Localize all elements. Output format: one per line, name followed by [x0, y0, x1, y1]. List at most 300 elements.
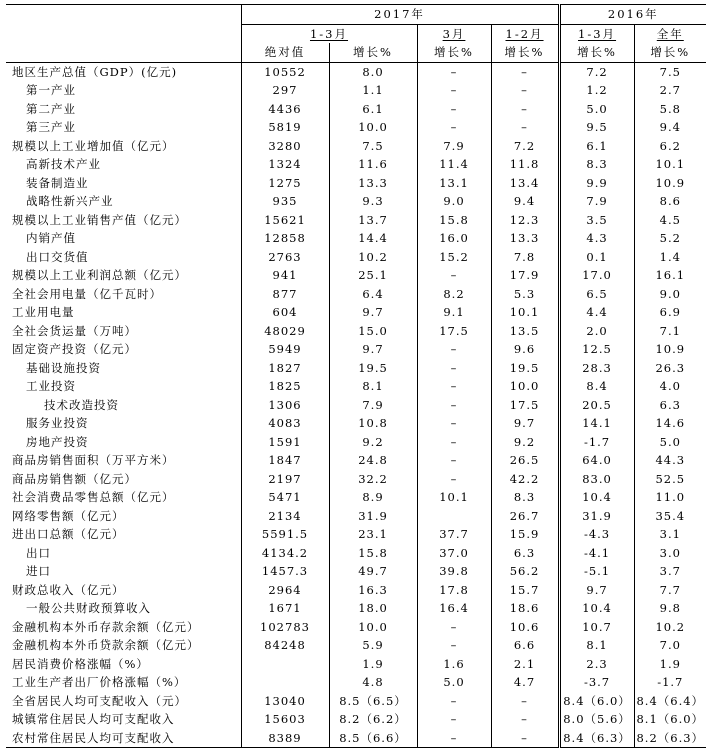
cell-growth-2016-jan-mar: 2.0 [559, 322, 634, 341]
cell-growth-2017-jan-feb: 9.6 [491, 340, 559, 359]
cell-growth-2016-full-year: 10.1 [634, 155, 706, 174]
cell-growth-2017-mar: 11.4 [417, 155, 491, 174]
row-label: 地区生产总值（GDP）(亿元) [12, 64, 178, 79]
cell-growth-2017-jan-mar: 6.4 [329, 285, 417, 304]
header-blank [6, 5, 241, 25]
table-row [6, 655, 706, 674]
cell-absolute: 5591.5 [241, 525, 329, 544]
cell-growth-2017-jan-mar: 8.2（6.2） [329, 710, 417, 729]
header-growth: 增长% [634, 43, 706, 62]
cell-growth-2017-mar: – [417, 118, 491, 137]
cell-growth-2017-jan-mar: 1.9 [329, 655, 417, 674]
cell-growth-2017-mar: 37.7 [417, 525, 491, 544]
header-growth: 增长% [329, 43, 417, 62]
cell-growth-2017-jan-mar: 6.1 [329, 100, 417, 119]
cell-growth-2016-full-year: 1.9 [634, 655, 706, 674]
cell-growth-2017-jan-mar: 10.8 [329, 414, 417, 433]
header-year-2017: 2017年 [241, 5, 559, 25]
cell-growth-2017-jan-feb: 12.3 [491, 211, 559, 230]
row-label: 第二产业 [26, 101, 76, 116]
cell-growth-2017-jan-feb: 17.5 [491, 396, 559, 415]
cell-growth-2017-mar: 16.4 [417, 599, 491, 618]
row-label: 出口交货值 [26, 249, 89, 264]
cell-growth-2016-full-year: -1.7 [634, 673, 706, 692]
cell-growth-2016-jan-mar: -4.1 [559, 544, 634, 563]
cell-absolute: 12858 [241, 229, 329, 248]
cell-growth-2017-jan-feb: 13.3 [491, 229, 559, 248]
cell-growth-2017-jan-feb: 10.0 [491, 377, 559, 396]
cell-absolute: 1275 [241, 174, 329, 193]
cell-absolute: 102783 [241, 618, 329, 637]
cell-growth-2017-jan-feb: 26.7 [491, 507, 559, 526]
cell-absolute: 13040 [241, 692, 329, 711]
cell-growth-2017-jan-feb: 13.5 [491, 322, 559, 341]
cell-growth-2017-jan-feb: 10.6 [491, 618, 559, 637]
cell-growth-2016-full-year: 10.9 [634, 340, 706, 359]
cell-growth-2016-jan-mar: -3.7 [559, 673, 634, 692]
cell-absolute [241, 673, 329, 692]
table-row [6, 81, 706, 100]
cell-growth-2016-jan-mar: 7.2 [559, 62, 634, 81]
cell-absolute: 297 [241, 81, 329, 100]
table-row [6, 62, 706, 81]
header-growth: 增长% [417, 43, 491, 62]
cell-growth-2016-jan-mar: 4.4 [559, 303, 634, 322]
cell-growth-2017-jan-feb: 19.5 [491, 359, 559, 378]
cell-growth-2016-full-year: 44.3 [634, 451, 706, 470]
cell-growth-2016-full-year: 8.1（6.0） [634, 710, 706, 729]
cell-absolute: 4436 [241, 100, 329, 119]
cell-growth-2017-jan-mar: 49.7 [329, 562, 417, 581]
row-label: 固定资产投资（亿元） [12, 342, 137, 357]
cell-growth-2017-jan-mar: 13.7 [329, 211, 417, 230]
cell-growth-2016-jan-mar: 31.9 [559, 507, 634, 526]
cell-absolute: 604 [241, 303, 329, 322]
cell-growth-2016-full-year: 8.4（6.4） [634, 692, 706, 711]
cell-growth-2016-jan-mar: 28.3 [559, 359, 634, 378]
table-header [6, 5, 706, 63]
cell-growth-2017-jan-feb: 2.1 [491, 655, 559, 674]
header-year-2016: 2016年 [559, 5, 706, 25]
cell-absolute: 1457.3 [241, 562, 329, 581]
cell-growth-2016-full-year: 7.0 [634, 636, 706, 655]
cell-growth-2017-jan-mar: 9.7 [329, 340, 417, 359]
cell-absolute: 1591 [241, 433, 329, 452]
cell-growth-2017-jan-mar: 8.0 [329, 62, 417, 81]
row-label: 工业投资 [26, 379, 76, 394]
cell-growth-2017-jan-feb: 15.9 [491, 525, 559, 544]
table-row [6, 673, 706, 692]
header-2016-full-year-label: 全年 [656, 26, 684, 41]
cell-growth-2016-full-year: 10.9 [634, 174, 706, 193]
cell-growth-2017-jan-mar: 1.1 [329, 81, 417, 100]
cell-growth-2016-full-year: 4.5 [634, 211, 706, 230]
cell-growth-2016-jan-mar: 9.7 [559, 581, 634, 600]
cell-growth-2016-full-year: 52.5 [634, 470, 706, 489]
cell-growth-2016-jan-mar: 8.3 [559, 155, 634, 174]
cell-growth-2016-full-year: 16.1 [634, 266, 706, 285]
cell-absolute: 2763 [241, 248, 329, 267]
row-label: 高新技术产业 [26, 157, 101, 172]
cell-growth-2017-mar [417, 507, 491, 526]
table-row [6, 340, 706, 359]
cell-growth-2016-jan-mar: 6.1 [559, 137, 634, 156]
table-row [6, 525, 706, 544]
cell-growth-2017-jan-feb: – [491, 81, 559, 100]
cell-growth-2016-full-year: 5.8 [634, 100, 706, 119]
cell-growth-2016-jan-mar: 4.3 [559, 229, 634, 248]
cell-growth-2016-full-year: 7.5 [634, 62, 706, 81]
cell-growth-2016-jan-mar: 64.0 [559, 451, 634, 470]
cell-growth-2017-mar: – [417, 451, 491, 470]
cell-growth-2017-jan-feb: 26.5 [491, 451, 559, 470]
row-label: 网络零售额（亿元） [12, 508, 125, 523]
cell-growth-2017-mar: – [417, 359, 491, 378]
row-label: 装备制造业 [26, 175, 89, 190]
cell-growth-2016-full-year: 4.0 [634, 377, 706, 396]
row-label: 农村常住居民人均可支配收入 [6, 729, 241, 748]
header-2017-mar-label: 3月 [442, 26, 466, 41]
table-row [6, 562, 706, 581]
cell-growth-2016-full-year: 2.7 [634, 81, 706, 100]
header-2017-jan-feb-label: 1-2月 [505, 26, 544, 41]
header-blank [6, 43, 241, 62]
cell-growth-2017-jan-feb: 7.8 [491, 248, 559, 267]
cell-growth-2016-jan-mar: 10.4 [559, 488, 634, 507]
row-label: 第一产业 [26, 83, 76, 98]
cell-growth-2017-jan-feb: – [491, 100, 559, 119]
row-label: 规模以上工业增加值（亿元） [12, 138, 175, 153]
cell-growth-2017-mar: – [417, 433, 491, 452]
cell-growth-2017-mar: 13.1 [417, 174, 491, 193]
cell-growth-2017-mar: 39.8 [417, 562, 491, 581]
cell-growth-2016-jan-mar: 20.5 [559, 396, 634, 415]
header-blank [6, 24, 241, 43]
table-row [6, 211, 706, 230]
cell-absolute: 5471 [241, 488, 329, 507]
row-label: 第三产业 [26, 120, 76, 135]
table-row [6, 118, 706, 137]
cell-growth-2017-mar: 17.8 [417, 581, 491, 600]
cell-absolute: 5949 [241, 340, 329, 359]
cell-growth-2017-mar: – [417, 729, 491, 748]
table-row [6, 710, 706, 729]
cell-growth-2017-mar: 17.5 [417, 322, 491, 341]
cell-growth-2016-jan-mar: 10.7 [559, 618, 634, 637]
cell-growth-2016-full-year: 11.0 [634, 488, 706, 507]
cell-growth-2016-jan-mar: 17.0 [559, 266, 634, 285]
cell-growth-2017-mar: – [417, 377, 491, 396]
row-label: 工业生产者出厂价格涨幅（%） [12, 675, 187, 690]
cell-growth-2016-full-year: 6.9 [634, 303, 706, 322]
table-row [6, 451, 706, 470]
cell-growth-2017-jan-feb: – [491, 692, 559, 711]
cell-growth-2016-jan-mar: 0.1 [559, 248, 634, 267]
table-row [6, 470, 706, 489]
cell-absolute: 3280 [241, 137, 329, 156]
row-label: 全社会用电量（亿千瓦时） [12, 286, 162, 301]
row-label: 金融机构本外币存款余额（亿元） [12, 619, 200, 634]
table-row [6, 322, 706, 341]
table-row [6, 266, 706, 285]
cell-growth-2017-jan-mar: 15.8 [329, 544, 417, 563]
cell-growth-2016-full-year: 9.4 [634, 118, 706, 137]
cell-growth-2017-mar: 9.0 [417, 192, 491, 211]
table-row [6, 488, 706, 507]
cell-growth-2017-jan-mar: 10.0 [329, 118, 417, 137]
cell-absolute: 2964 [241, 581, 329, 600]
table-row [6, 636, 706, 655]
row-label: 全社会货运量（万吨） [12, 323, 137, 338]
table-body [6, 62, 706, 748]
cell-growth-2016-full-year: 8.2（6.3） [634, 729, 706, 748]
cell-growth-2016-jan-mar: 10.4 [559, 599, 634, 618]
cell-absolute: 1324 [241, 155, 329, 174]
table-row [6, 544, 706, 563]
cell-growth-2017-jan-mar: 23.1 [329, 525, 417, 544]
cell-absolute: 4134.2 [241, 544, 329, 563]
table-row [6, 229, 706, 248]
table-row [6, 729, 706, 748]
cell-growth-2017-jan-mar: 7.5 [329, 137, 417, 156]
row-label: 商品房销售面积（万平方米） [12, 453, 175, 468]
table-row [6, 155, 706, 174]
cell-growth-2016-jan-mar: 8.4 [559, 377, 634, 396]
cell-growth-2016-jan-mar: 12.5 [559, 340, 634, 359]
table-row [6, 359, 706, 378]
header-absolute: 绝对值 [241, 43, 329, 62]
row-label: 居民消费价格涨幅（%） [12, 656, 149, 671]
cell-growth-2016-full-year: 26.3 [634, 359, 706, 378]
cell-growth-2016-jan-mar: -5.1 [559, 562, 634, 581]
cell-growth-2016-full-year: 9.0 [634, 285, 706, 304]
cell-absolute: 2134 [241, 507, 329, 526]
cell-growth-2017-jan-mar: 8.1 [329, 377, 417, 396]
cell-growth-2017-mar: – [417, 100, 491, 119]
header-growth: 增长% [559, 43, 634, 62]
cell-growth-2016-full-year: 7.7 [634, 581, 706, 600]
header-2016-jan-mar-label: 1-3月 [578, 26, 617, 41]
cell-growth-2017-jan-mar: 4.8 [329, 673, 417, 692]
cell-growth-2017-jan-feb: – [491, 62, 559, 81]
table-row [6, 692, 706, 711]
cell-absolute: 10552 [241, 62, 329, 81]
table-row [6, 433, 706, 452]
cell-growth-2017-jan-mar: 32.2 [329, 470, 417, 489]
row-label: 金融机构本外币贷款余额（亿元） [12, 638, 200, 653]
stats-table-container [6, 4, 706, 748]
cell-growth-2017-jan-feb: 9.2 [491, 433, 559, 452]
cell-growth-2017-jan-mar: 24.8 [329, 451, 417, 470]
row-label: 战略性新兴产业 [26, 194, 114, 209]
cell-growth-2017-mar: – [417, 470, 491, 489]
table-row [6, 192, 706, 211]
cell-growth-2017-jan-mar: 5.9 [329, 636, 417, 655]
header-2017-mar [417, 24, 491, 43]
row-label: 房地产投资 [26, 434, 89, 449]
cell-growth-2017-jan-feb: 56.2 [491, 562, 559, 581]
table-row [6, 581, 706, 600]
cell-growth-2017-mar: – [417, 340, 491, 359]
cell-growth-2016-jan-mar: 8.4（6.3） [559, 729, 634, 748]
table-row [6, 507, 706, 526]
cell-growth-2017-jan-feb: 18.6 [491, 599, 559, 618]
cell-growth-2017-jan-feb: 17.9 [491, 266, 559, 285]
cell-growth-2017-mar: – [417, 710, 491, 729]
cell-growth-2017-mar: – [417, 266, 491, 285]
cell-growth-2017-jan-mar: 8.5（6.6） [329, 729, 417, 748]
cell-growth-2016-jan-mar: 6.5 [559, 285, 634, 304]
cell-growth-2017-jan-mar: 13.3 [329, 174, 417, 193]
cell-absolute: 877 [241, 285, 329, 304]
cell-growth-2016-full-year: 5.2 [634, 229, 706, 248]
cell-growth-2017-jan-mar: 10.0 [329, 618, 417, 637]
cell-growth-2017-mar: 16.0 [417, 229, 491, 248]
row-label: 全省居民人均可支配收入（元） [12, 693, 187, 708]
table-row [6, 599, 706, 618]
row-label: 进出口总额（亿元） [12, 527, 125, 542]
cell-absolute: 1306 [241, 396, 329, 415]
header-2017-jan-feb [491, 24, 559, 43]
cell-growth-2017-jan-feb: 11.8 [491, 155, 559, 174]
cell-growth-2017-jan-mar: 14.4 [329, 229, 417, 248]
cell-absolute [241, 655, 329, 674]
cell-growth-2016-full-year: 10.2 [634, 618, 706, 637]
cell-growth-2016-jan-mar: -1.7 [559, 433, 634, 452]
cell-growth-2017-jan-feb: 6.3 [491, 544, 559, 563]
cell-absolute: 1847 [241, 451, 329, 470]
cell-absolute: 15603 [241, 710, 329, 729]
table-row [6, 414, 706, 433]
cell-growth-2016-jan-mar: 8.4（6.0） [559, 692, 634, 711]
cell-growth-2016-full-year: 7.1 [634, 322, 706, 341]
cell-growth-2017-mar: 10.1 [417, 488, 491, 507]
cell-growth-2017-jan-feb: 7.2 [491, 137, 559, 156]
table-row [6, 248, 706, 267]
cell-growth-2016-full-year: 1.4 [634, 248, 706, 267]
cell-growth-2017-mar: 5.0 [417, 673, 491, 692]
cell-absolute: 935 [241, 192, 329, 211]
cell-growth-2017-jan-feb: 6.6 [491, 636, 559, 655]
table-row [6, 285, 706, 304]
cell-growth-2017-jan-feb: – [491, 710, 559, 729]
cell-growth-2017-mar: – [417, 692, 491, 711]
cell-growth-2016-jan-mar: 9.9 [559, 174, 634, 193]
cell-absolute: 2197 [241, 470, 329, 489]
cell-growth-2016-jan-mar: 8.0（5.6） [559, 710, 634, 729]
table-row [6, 100, 706, 119]
cell-growth-2016-full-year: 3.0 [634, 544, 706, 563]
row-label: 工业用电量 [12, 305, 75, 320]
cell-absolute: 84248 [241, 636, 329, 655]
cell-growth-2017-jan-mar: 7.9 [329, 396, 417, 415]
cell-growth-2016-jan-mar: 83.0 [559, 470, 634, 489]
cell-growth-2017-jan-feb: 9.7 [491, 414, 559, 433]
table-row [6, 396, 706, 415]
row-label: 一般公共财政预算收入 [26, 601, 151, 616]
cell-growth-2016-full-year: 9.8 [634, 599, 706, 618]
table-row [6, 618, 706, 637]
economic-indicators-table [6, 4, 706, 748]
cell-growth-2017-mar: 37.0 [417, 544, 491, 563]
cell-absolute: 1827 [241, 359, 329, 378]
row-label: 服务业投资 [26, 416, 89, 431]
cell-growth-2017-jan-mar: 31.9 [329, 507, 417, 526]
cell-growth-2017-jan-mar: 18.0 [329, 599, 417, 618]
cell-growth-2017-jan-mar: 11.6 [329, 155, 417, 174]
header-2017-jan-mar-label: 1-3月 [309, 26, 349, 41]
cell-growth-2017-jan-feb: 5.3 [491, 285, 559, 304]
row-label: 规模以上工业利润总额（亿元） [12, 268, 187, 283]
cell-growth-2017-mar: – [417, 81, 491, 100]
cell-growth-2017-mar: – [417, 414, 491, 433]
cell-growth-2016-jan-mar: 5.0 [559, 100, 634, 119]
cell-growth-2016-full-year: 14.6 [634, 414, 706, 433]
header-2016-full-year [634, 24, 706, 43]
cell-growth-2017-jan-mar: 9.2 [329, 433, 417, 452]
cell-growth-2017-jan-mar: 16.3 [329, 581, 417, 600]
cell-growth-2017-mar: – [417, 636, 491, 655]
cell-growth-2017-jan-feb: 13.4 [491, 174, 559, 193]
cell-growth-2017-mar: 15.2 [417, 248, 491, 267]
cell-growth-2017-jan-feb: 15.7 [491, 581, 559, 600]
cell-growth-2016-full-year: 3.1 [634, 525, 706, 544]
cell-absolute: 1671 [241, 599, 329, 618]
cell-growth-2017-jan-mar: 25.1 [329, 266, 417, 285]
cell-growth-2017-jan-mar: 8.5（6.5） [329, 692, 417, 711]
row-label: 出口 [26, 545, 51, 560]
cell-growth-2017-mar: – [417, 618, 491, 637]
row-label: 规模以上工业销售产值（亿元） [12, 212, 187, 227]
table-row [6, 303, 706, 322]
cell-growth-2017-jan-feb: 4.7 [491, 673, 559, 692]
header-growth: 增长% [491, 43, 559, 62]
cell-growth-2016-jan-mar: 8.1 [559, 636, 634, 655]
cell-growth-2017-jan-feb: 10.1 [491, 303, 559, 322]
header-2017-jan-mar [241, 24, 417, 43]
cell-growth-2017-jan-mar: 8.9 [329, 488, 417, 507]
cell-growth-2017-jan-mar: 9.3 [329, 192, 417, 211]
table-row [6, 174, 706, 193]
row-label: 社会消费品零售总额（亿元） [12, 490, 175, 505]
cell-growth-2017-jan-mar: 9.7 [329, 303, 417, 322]
cell-growth-2016-jan-mar: 1.2 [559, 81, 634, 100]
cell-growth-2016-jan-mar: -4.3 [559, 525, 634, 544]
cell-absolute: 4083 [241, 414, 329, 433]
cell-growth-2016-jan-mar: 3.5 [559, 211, 634, 230]
cell-growth-2016-full-year: 3.7 [634, 562, 706, 581]
cell-growth-2016-jan-mar: 2.3 [559, 655, 634, 674]
cell-growth-2017-jan-feb: – [491, 118, 559, 137]
cell-growth-2017-mar: – [417, 396, 491, 415]
row-label: 财政总收入（亿元） [12, 582, 125, 597]
cell-growth-2016-full-year: 6.3 [634, 396, 706, 415]
cell-absolute: 1825 [241, 377, 329, 396]
cell-growth-2017-jan-mar: 15.0 [329, 322, 417, 341]
table-row [6, 377, 706, 396]
cell-growth-2016-jan-mar: 14.1 [559, 414, 634, 433]
cell-growth-2017-jan-feb: – [491, 729, 559, 748]
cell-absolute: 941 [241, 266, 329, 285]
cell-growth-2016-full-year: 5.0 [634, 433, 706, 452]
cell-growth-2016-jan-mar: 9.5 [559, 118, 634, 137]
cell-growth-2017-mar: 15.8 [417, 211, 491, 230]
cell-absolute: 48029 [241, 322, 329, 341]
cell-growth-2016-jan-mar: 7.9 [559, 192, 634, 211]
header-2016-jan-mar [559, 24, 634, 43]
cell-growth-2017-jan-feb: 8.3 [491, 488, 559, 507]
cell-growth-2017-mar: 9.1 [417, 303, 491, 322]
